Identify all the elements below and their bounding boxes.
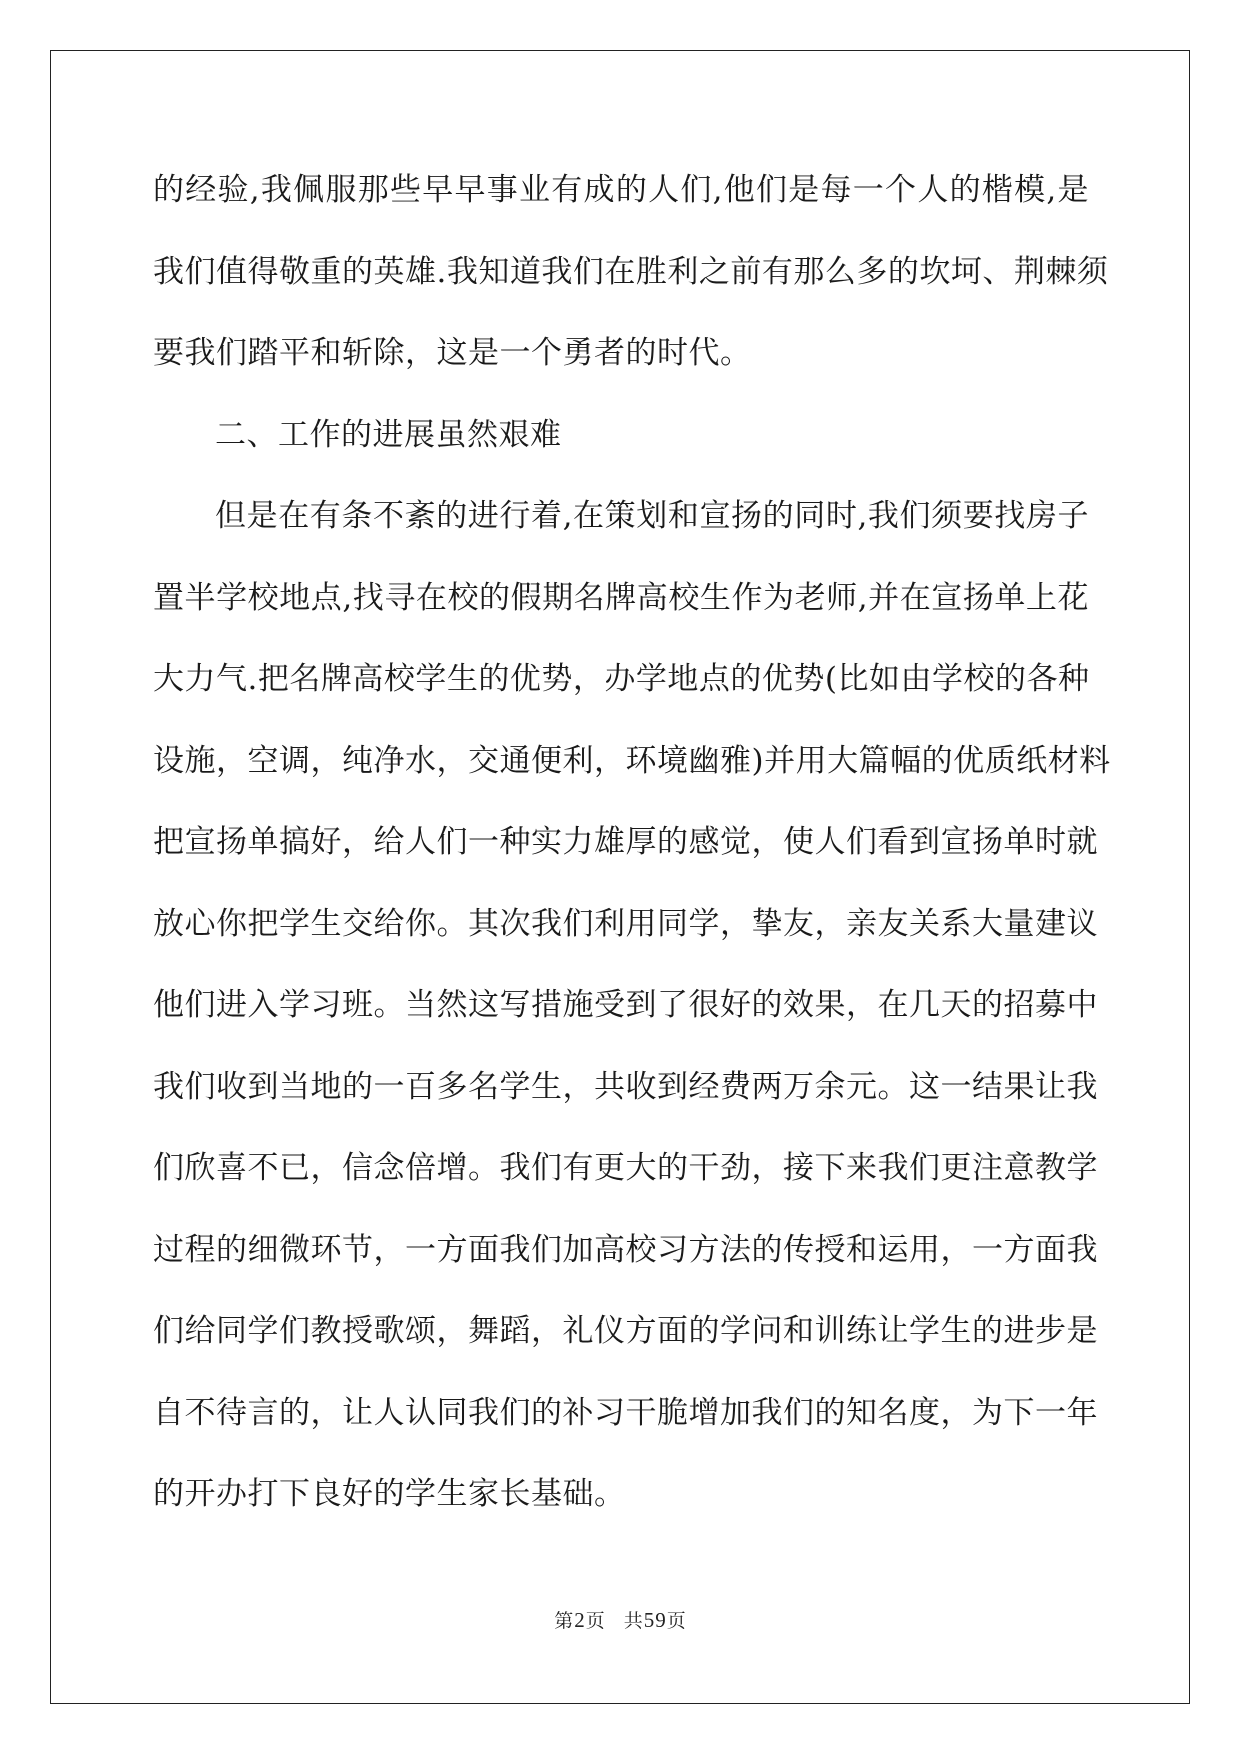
current-page-number: 2 <box>574 1608 586 1632</box>
document-body <box>153 163 1111 1549</box>
text-line: 设施，空调，纯净水，交通便利，环境幽雅)并用大篇幅的优质纸材料 <box>153 742 1111 779</box>
footer-total-suffix: 页 <box>666 1610 687 1632</box>
footer-total-prefix: 共 <box>623 1610 644 1632</box>
text-line: 的经验,我佩服那些早早事业有成的人们,他们是每一个人的楷模,是 <box>153 172 1089 208</box>
text-line: 把宣扬单搞好，给人们一种实力雄厚的感觉，使人们看到宣扬单时就 <box>153 824 1098 860</box>
text-line: 置半学校地点,找寻在校的假期名牌高校生作为老师,并在宣扬单上花 <box>153 579 1089 616</box>
text-line: 们给同学们教授歌颂，舞蹈，礼仪方面的学问和训练让学生的进步是 <box>153 1313 1098 1349</box>
footer-page-suffix: 页 <box>585 1610 606 1632</box>
text-line: 自不待言的，让人认同我们的补习干脆增加我们的知名度，为下一年 <box>153 1394 1098 1431</box>
text-line: 的开办打下良好的学生家长基础。 <box>153 1476 626 1512</box>
text-line: 我们收到当地的一百多名学生，共收到经费两万余元。这一结果让我 <box>153 1068 1098 1105</box>
text-line: 过程的细微环节，一方面我们加高校习方法的传授和运用，一方面我 <box>153 1231 1098 1268</box>
footer-prefix: 第 <box>554 1610 575 1632</box>
text-line: 我们值得敬重的英雄.我知道我们在胜利之前有那么多的坎坷、荆棘须 <box>153 253 1109 290</box>
page-footer <box>0 1606 1241 1633</box>
text-line: 但是在有条不紊的进行着,在策划和宣扬的同时,我们须要找房子 <box>215 498 1089 534</box>
text-line: 大力气.把名牌高校学生的优势，办学地点的优势(比如由学校的各种 <box>153 661 1090 697</box>
text-line: 他们进入学习班。当然这写措施受到了很好的效果，在几天的招募中 <box>153 987 1098 1023</box>
section-heading: 二、工作的进展虽然艰难 <box>215 416 562 453</box>
text-line: 们欣喜不已，信念倍增。我们有更大的干劲，接下来我们更注意教学 <box>153 1150 1098 1186</box>
total-page-count: 59 <box>643 1608 667 1632</box>
text-line: 要我们踏平和斩除，这是一个勇者的时代。 <box>153 335 752 371</box>
text-line: 放心你把学生交给你。其次我们利用同学，挚友，亲友关系大量建议 <box>153 905 1098 942</box>
